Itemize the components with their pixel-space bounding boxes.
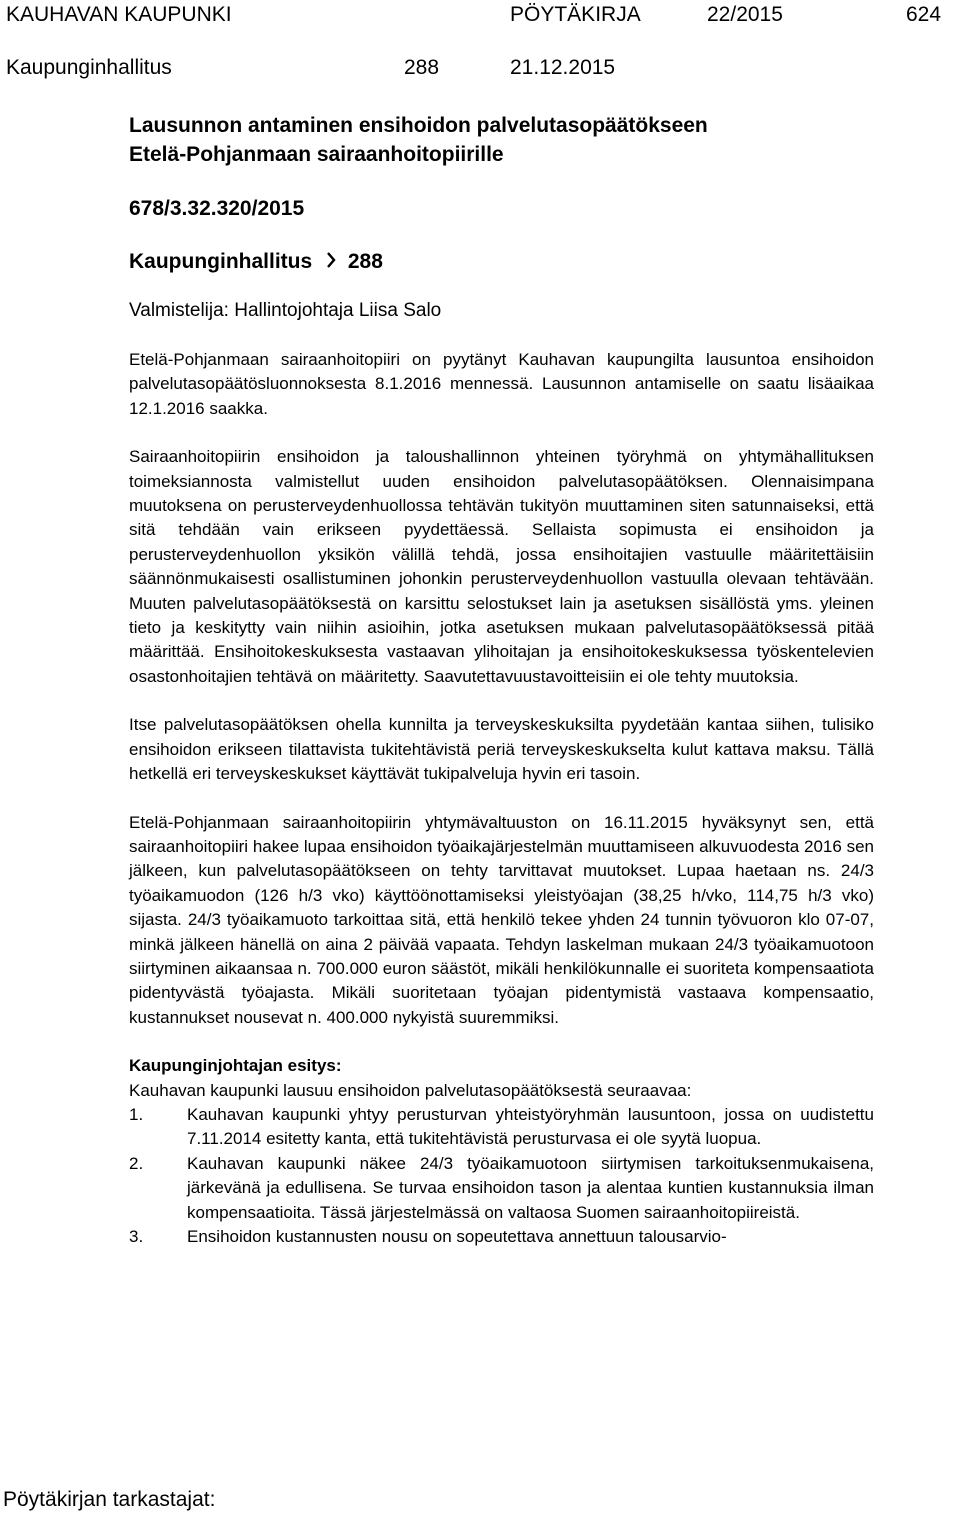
title-line1: Lausunnon antaminen ensihoidon palvelutasopäätökseen <box>129 114 708 137</box>
footer-reviewers-label: Pöytäkirjan tarkastajat: <box>3 1488 216 1511</box>
section-heading-body: Kaupunginhallitus <box>129 250 313 273</box>
list-item-text: Kauhavan kaupunki näkee 24/3 työaikamuotoon siirtymisen tarkoituksenmukaisena, järkevänä ja edullisena. Se turvaa ensihoidon tason ja alentaa kuntien kustannuksia ilman kompensaatioita. Tässä järjestelmässä on valtaosa Suomen sairaanhoitopiireistä. <box>187 1153 874 1222</box>
list-item <box>129 1225 874 1249</box>
chevron-right-icon <box>326 250 336 274</box>
section-heading-number: 288 <box>347 250 383 273</box>
header-doc-type: PÖYTÄKIRJA <box>510 3 641 26</box>
proposal-list <box>129 1103 874 1249</box>
header-section: 288 <box>404 56 440 79</box>
header-date: 21.12.2015 <box>510 56 616 79</box>
header-doc-number: 22/2015 <box>707 3 783 26</box>
list-item-text: Kauhavan kaupunki yhtyy perusturvan yhteistyöryhmän lausuntoon, jossa on uudistettu 7.11.2014 esitetty kanta, että tukitehtävistä perusturvasa ei ole syytä luopua. <box>187 1104 874 1149</box>
header-body: Kaupunginhallitus <box>6 56 172 79</box>
document-body <box>129 348 874 1249</box>
list-item-number: 2. <box>129 1153 144 1173</box>
list-item-number: 1. <box>129 1104 144 1124</box>
list-item <box>129 1103 874 1152</box>
list-item-number: 3. <box>129 1227 144 1246</box>
header-page-number: 624 <box>906 3 942 26</box>
list-item-text: Ensihoidon kustannusten nousu on sopeutettava annettuun talousarvio- <box>187 1227 727 1246</box>
preparer: Valmistelija: Hallintojohtaja Liisa Salo <box>129 300 442 321</box>
list-item <box>129 1152 874 1225</box>
paragraph-working-group: Sairaanhoitopiirin ensihoidon ja taloushallinnon yhteinen työryhmä on yhtymähallituksen toimeksiannosta valmistellut uuden ensihoidon palvelutasopäätöksen. Olennaisimpana muutoksena on perusterveydenhuollossa tehtävän tukityön muuttaminen siten satunnaiseksi, että sitä tehdään vain erikseen pyydettäessä. Sellaista sopimusta ei ensihoidon ja perusterveydenhuollon yksikön välillä tehdä, jossa ensihoitajien vastuulle määritettäisiin säännönmukaisesti osallistuminen johonkin perusterveydenhuollon vastuulla olevaan tehtävään. Muuten palvelutasopäätöksestä on karsittu selostukset lain ja asetuksen sisällöstä yms. yleinen tieto ja keskitytty vain niihin asioihin, jotka asetuksen mukaan palvelutasopäätöksessä pitää määrittää. Ensihoitokeskuksesta vastaavan ylihoitajan ja ensihoitokeskuksessa työskentelevien osastonhoitajien tehtävä on määritetty. Saavutettavuustavoitteisiin ei ole tehty muutoksia. <box>129 447 874 686</box>
header-org: KAUHAVAN KAUPUNKI <box>6 3 232 26</box>
paragraph-request: Etelä-Pohjanmaan sairaanhoitopiiri on pyytänyt Kauhavan kaupungilta lausuntoa ensihoidon palvelutasopäätösluonnoksesta 8.1.2016 mennessä. Lausunnon antamiselle on saatu lisäaikaa 12.1.2016 saakka. <box>129 350 874 418</box>
proposal-heading: Kaupunginjohtajan esitys: <box>129 1056 342 1076</box>
title-line2: Etelä-Pohjanmaan sairaanhoitopiirille <box>129 143 504 166</box>
section-heading <box>129 250 383 274</box>
paragraph-work-time: Etelä-Pohjanmaan sairaanhoitopiirin yhtymävaltuuston on 16.11.2015 hyväksynyt sen, että sairaanhoitopiiri hakee lupaa ensihoidon työaikajärjestelmän muuttamiseen alkuvuodesta 2016 sen jälkeen, kun palvelutasopäätökseen on tehty tarvittavat muutokset. Lupaa haetaan ns. 24/3 työaikamuodon (126 h/3 vko) käyttöönottamiseksi yleistyöajan (38,25 h/vko, 114,75 h/3 vko) sijasta. 24/3 työaikamuoto tarkoittaa sitä, että henkilö tekee yhden 24 tunnin työvuoron klo 07-07, minkä jälkeen hänellä on aina 2 päivää vapaata. Tehdyn laskelman mukaan 24/3 työaikamuotoon siirtyminen aikaansaa n. 700.000 euron säästöt, mikäli henkilökunnalle ei suoriteta kompensaatiota pidentyvästä työajasta. Mikäli suoritetaan työajan pidentymistä vastaava kompensaatio, kustannukset nousevat n. 400.000 nykyistä suuremmiksi. <box>129 812 874 1027</box>
proposal-intro: Kauhavan kaupunki lausuu ensihoidon palvelutasopäätöksestä seuraavaa: <box>129 1080 692 1100</box>
paragraph-support-services: Itse palvelutasopäätöksen ohella kunnilta ja terveyskeskuksilta pyydetään kantaa siihen, tulisiko ensihoidon erikseen tilattavista tukitehtävistä periä terveyskeskukselta kulut kattava maksu. Tällä hetkellä eri terveyskeskukset käyttävät tukipalveluja hyvin eri tasoin. <box>129 715 874 784</box>
reference-number: 678/3.32.320/2015 <box>129 197 305 220</box>
